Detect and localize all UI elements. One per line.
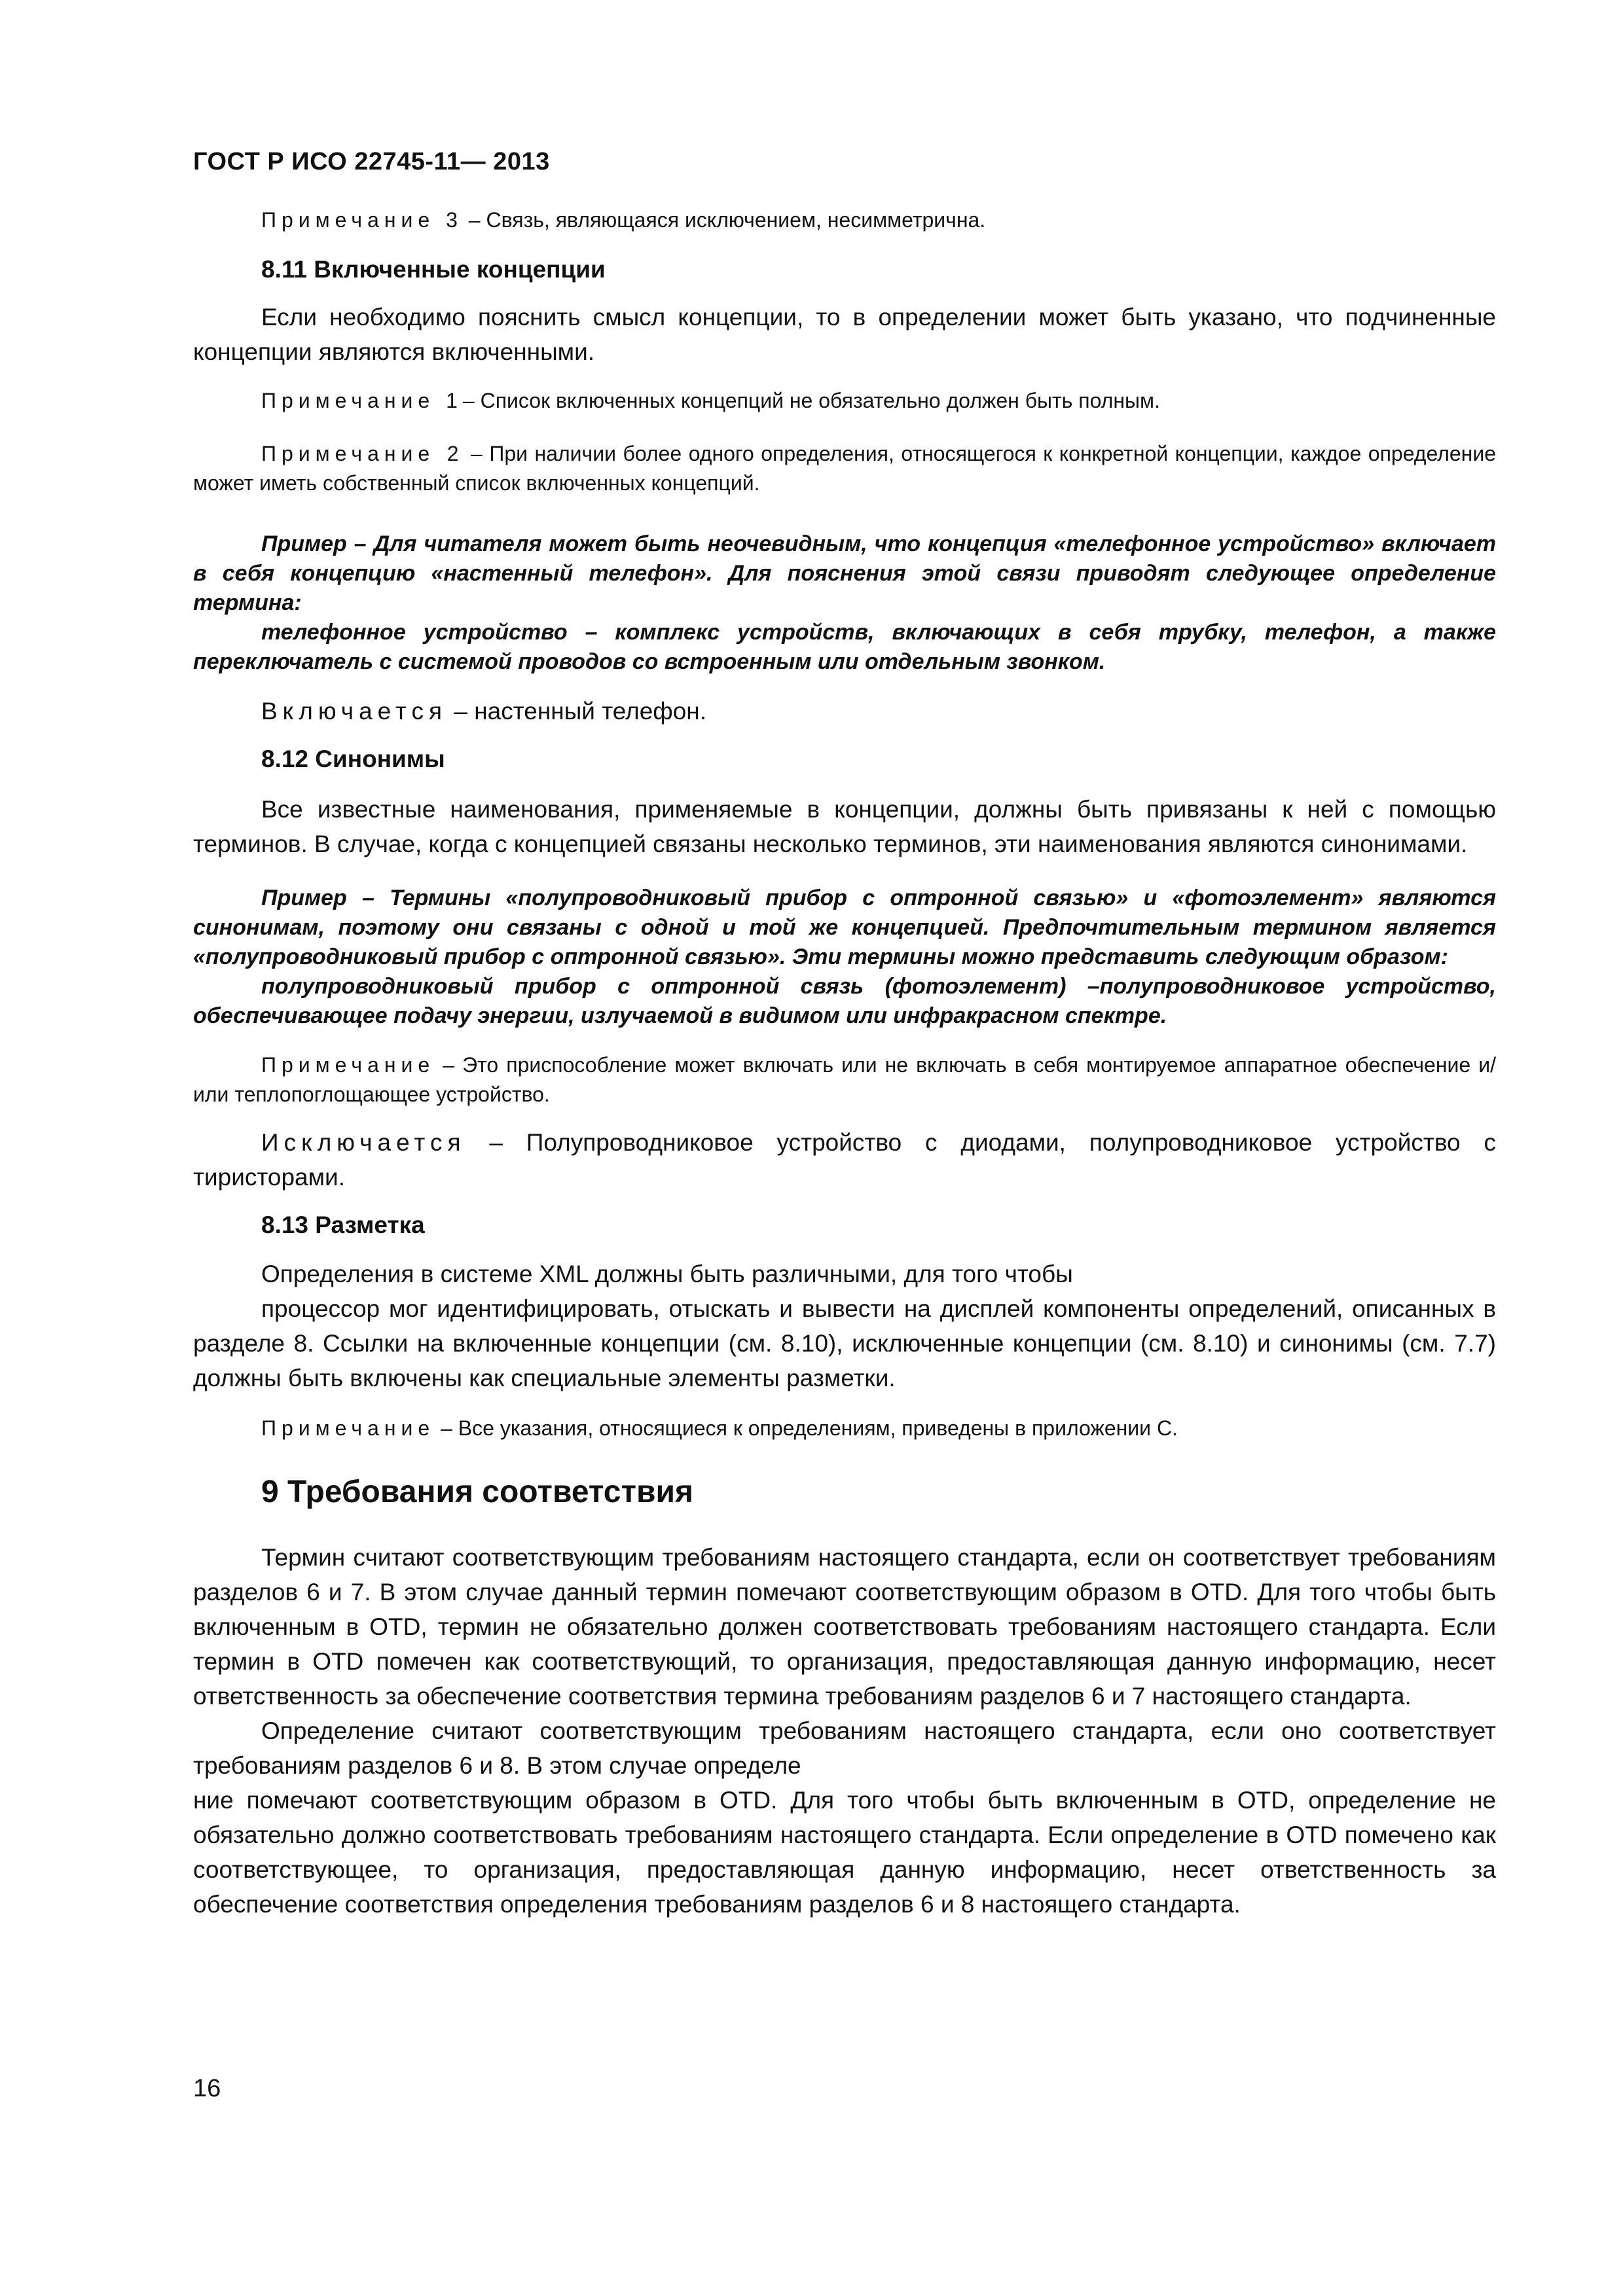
example-text: Пример – Термины «полупроводниковый прибор с оптронной связью» и «фотоэлемент» являются синонимам, поэтому они связаны с одной и той же концепцией. Предпочтительным термином является «полупроводниковый прибор с оптронной связью». Эти термины можно представить следующим образом: bbox=[193, 886, 1496, 969]
note bbox=[193, 1414, 1496, 1443]
paragraph: Определения в системе XML должны быть различными, для того чтобы bbox=[261, 1261, 1073, 1287]
excludes-line bbox=[193, 1125, 1496, 1194]
paragraph: Если необходимо пояснить смысл концепции, то в определении может быть указано, что подчиненные концепции являются включенными. bbox=[193, 304, 1496, 365]
excludes-label: Исключается bbox=[261, 1129, 466, 1156]
section-heading-8-13: 8.13 Разметка bbox=[261, 1211, 425, 1238]
includes-label: Включается bbox=[261, 698, 448, 725]
paragraph: Термин считают соответствующим требованиям настоящего стандарта, если он соответствует требованиям разделов 6 и 7. В этом случае данный термин помечают соответствующим образом в OTD. Для того чтобы быть включенным в OTD, термин не обязательно должен соответствовать требованиям настоящего стандарта. Если термин в OTD помечен как соответствующий, то организация, предоставляющая данную информацию, несет ответственность за обеспечение соответствия термина требованиям разделов 6 и 7 настоящего стандарта. bbox=[193, 1544, 1496, 1710]
note-label: Примечание 2 bbox=[261, 442, 464, 465]
includes-text: – настенный телефон. bbox=[447, 698, 707, 725]
example-definition: телефонное устройство – комплекс устройств, включающих в себя трубку, телефон, а также переключатель с системой проводов со встроенным или отдельным звонком. bbox=[193, 620, 1496, 674]
note-2 bbox=[193, 439, 1496, 498]
note-3 bbox=[193, 206, 1496, 235]
note-text: – При наличии более одного определения, относящегося к конкретной концепции, каждое определение может иметь собственный список включенных концепций. bbox=[193, 442, 1497, 495]
section-heading-8-12: 8.12 Синонимы bbox=[261, 745, 445, 772]
note-label: Примечание bbox=[261, 1053, 435, 1077]
note-1 bbox=[193, 386, 1496, 416]
note-label: Примечание 1 bbox=[261, 389, 463, 412]
example-text: Пример – Для читателя может быть неочевидным, что концепция «телефонное устройство» включает в себя концепцию «настенный телефон». Для пояснения этой связи приводят следующее определение термина: bbox=[193, 531, 1496, 615]
section-heading-9: 9 Требования соответствия bbox=[261, 1475, 693, 1509]
page-content bbox=[193, 206, 1496, 1922]
paragraph: Все известные наименования, применяемые в концепции, должны быть привязаны к ней с помощью терминов. В случае, когда с концепцией связаны несколько терминов, эти наименования являются синонимами. bbox=[193, 796, 1496, 857]
example-definition: полупроводниковый прибор с оптронной связь (фотоэлемент) –полупроводниковое устройство, обеспечивающее подачу энергии, излучаемой в видимом или инфракрасном спектре. bbox=[193, 974, 1496, 1028]
page-number: 16 bbox=[193, 2075, 221, 2102]
note-text: – Это приспособление может включать или не включать в себя монтируемое аппаратное обеспечение и/или теплопоглощающее устройство. bbox=[193, 1053, 1496, 1106]
note-text: – Список включенных концепций не обязательно должен быть полным. bbox=[462, 389, 1160, 412]
paragraph: ние помечают соответствующим образом в OTD. Для того чтобы быть включенным в OTD, определение не обязательно должно соответствовать требованиям настоящего стандарта. Если определение в OTD помечено как соответствующее, то организация, предоставляющая данную информацию, несет ответственность за обеспечение соответствия определения требованиям разделов 6 и 8 настоящего стандарта. bbox=[193, 1787, 1496, 1918]
paragraph: процессор мог идентифицировать, отыскать и вывести на дисплей компоненты определений, описанных в разделе 8. Ссылки на включенные концепции (см. 8.10), исключенные концепции (см. 8.10) и синонимы (см. 7.7) должны быть включены как специальные элементы разметки. bbox=[193, 1295, 1496, 1391]
document-header: ГОСТ Р ИСО 22745-11— 2013 bbox=[193, 148, 550, 175]
note-label: Примечание bbox=[261, 1416, 435, 1440]
note-text: – Связь, являющаяся исключением, несимметрична. bbox=[462, 208, 986, 232]
note-label: Примечание 3 bbox=[261, 208, 463, 232]
includes-line bbox=[193, 694, 1496, 728]
excludes-text: – Полупроводниковое устройство с диодами, полупроводниковое устройство с тиристорами. bbox=[193, 1129, 1496, 1191]
paragraph: Определение считают соответствующим требованиям настоящего стандарта, если оно соответствует требованиям разделов 6 и 8. В этом случае определе bbox=[193, 1717, 1496, 1779]
note bbox=[193, 1050, 1496, 1109]
note-text: – Все указания, относящиеся к определениям, приведены в приложении С. bbox=[435, 1416, 1178, 1440]
section-heading-8-11: 8.11 Включенные концепции bbox=[261, 256, 606, 283]
